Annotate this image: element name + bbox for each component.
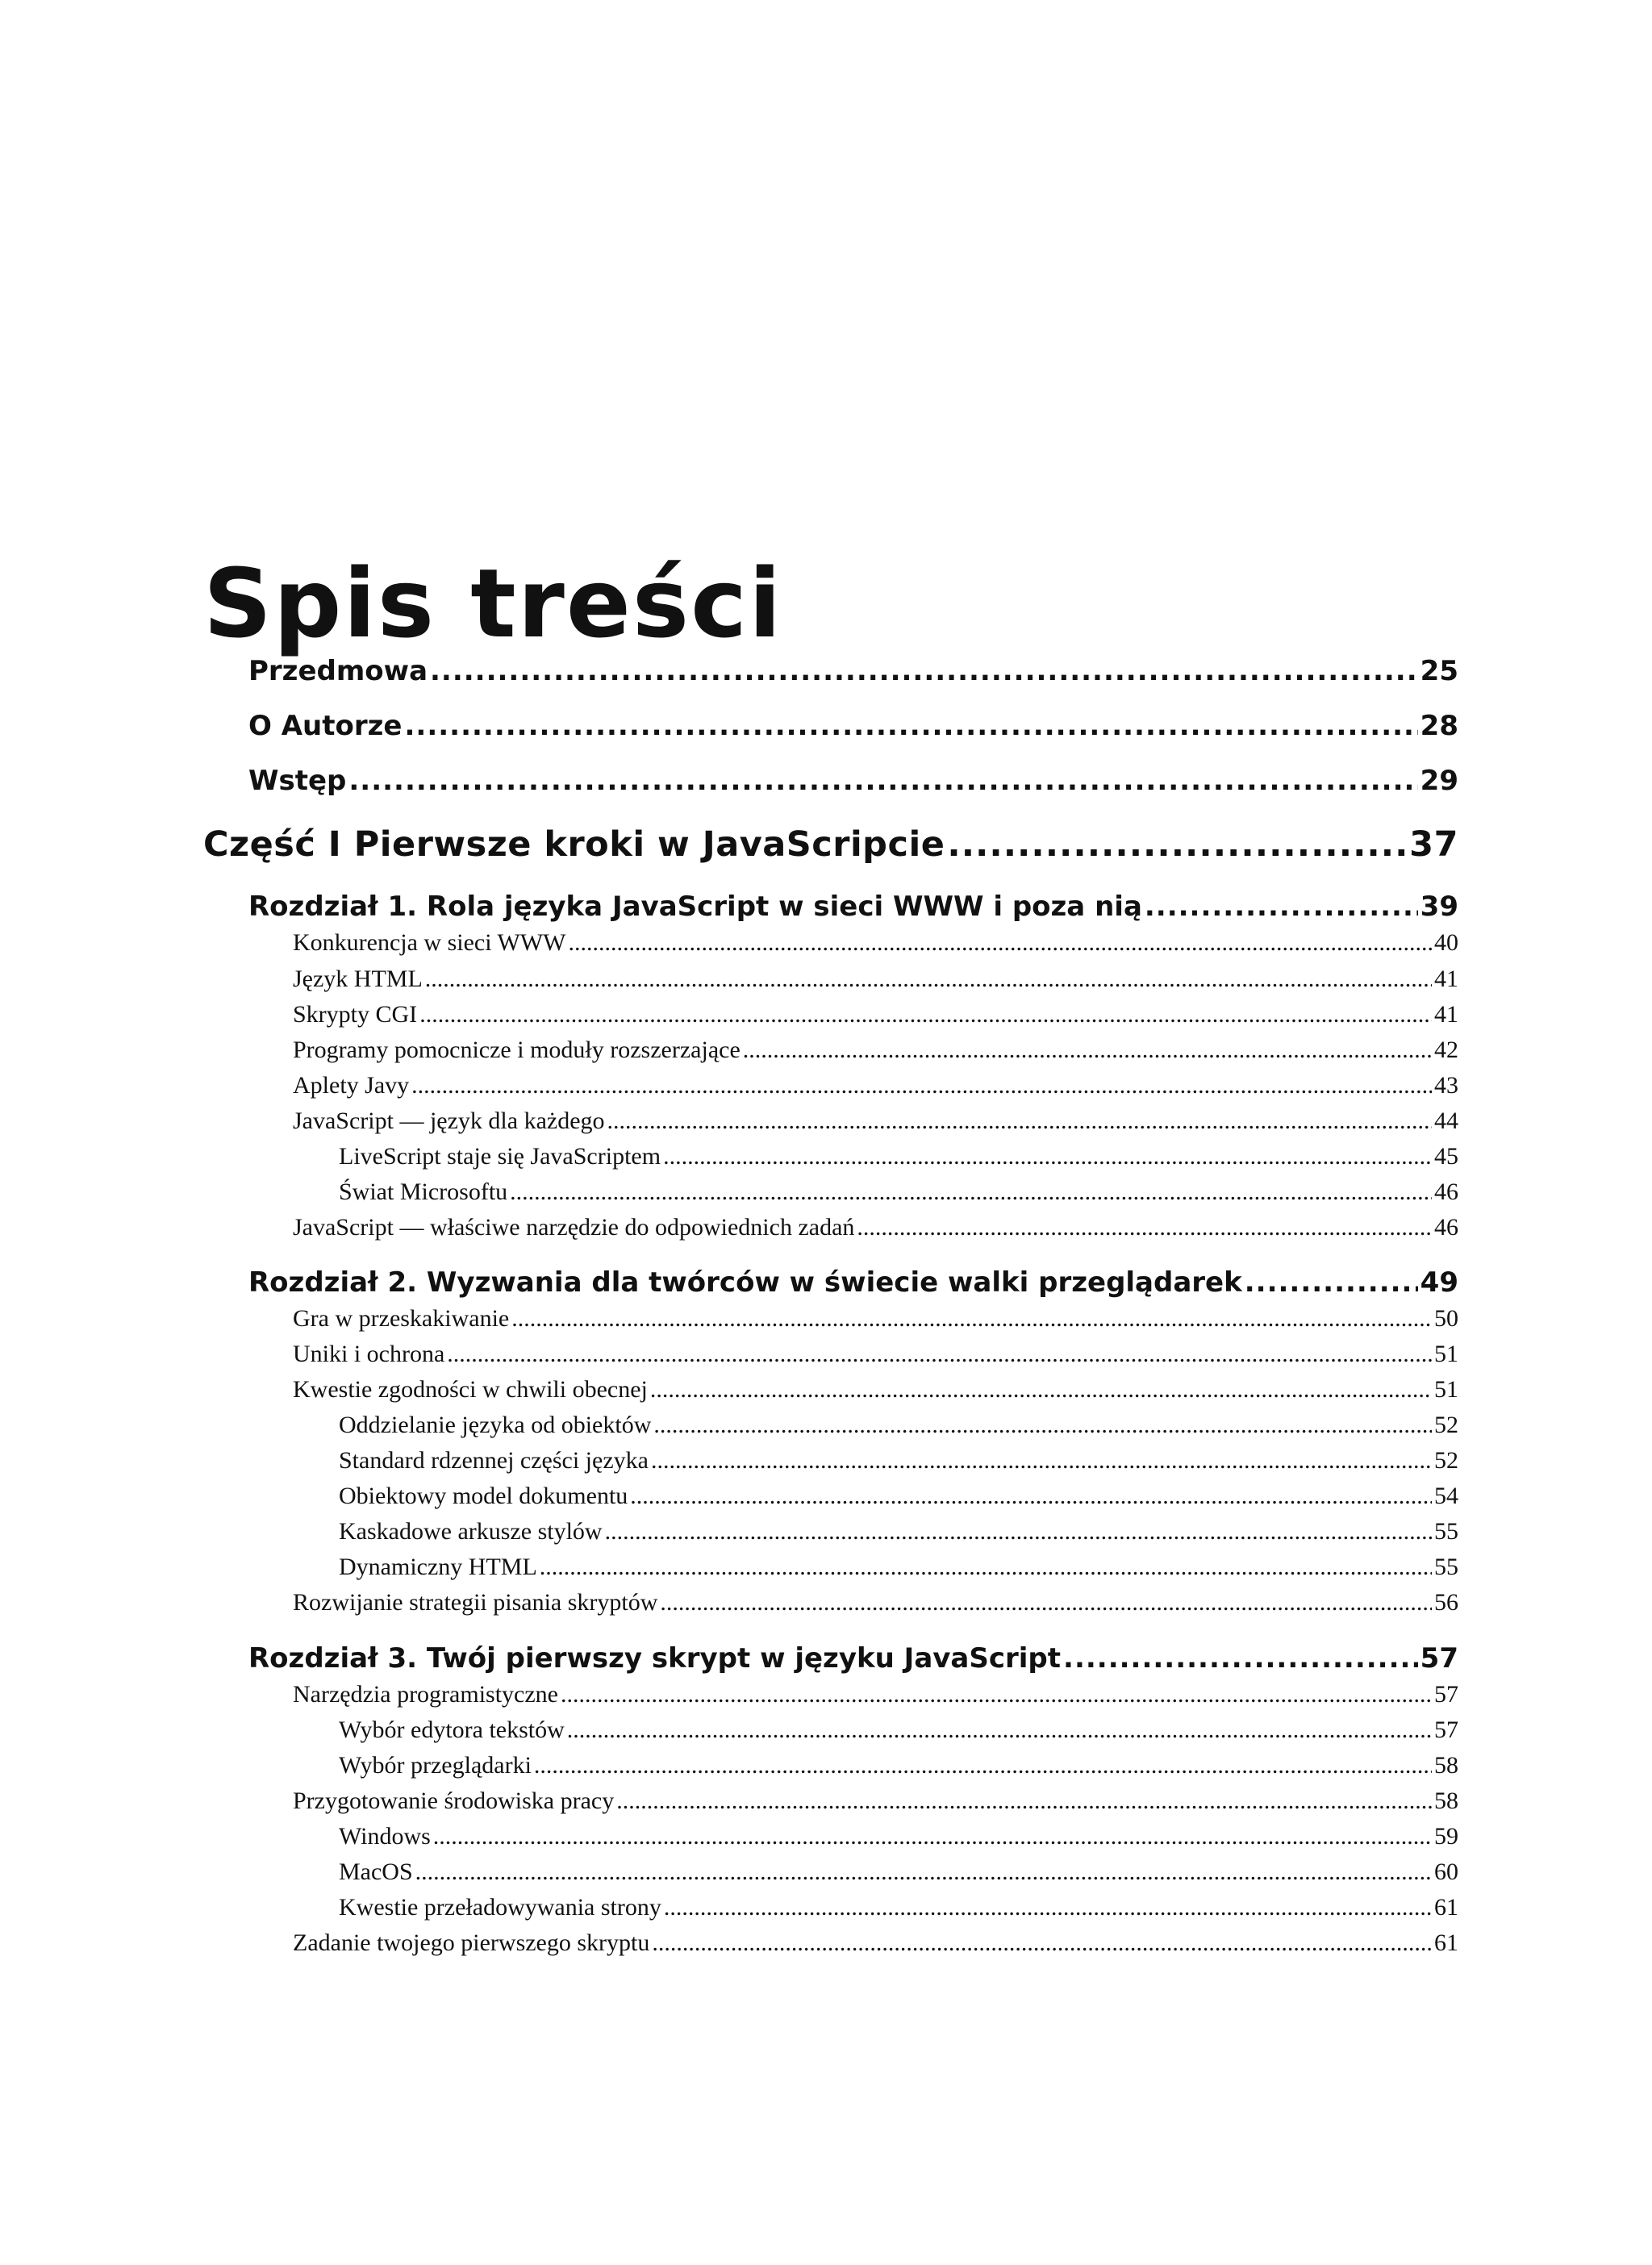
dot-leader	[415, 1858, 1432, 1886]
toc-entry-sub	[339, 1752, 1458, 1779]
toc-entry-section	[293, 1589, 1458, 1616]
toc-entry-page-number: 58	[1434, 1752, 1458, 1779]
dot-leader	[1245, 1266, 1418, 1299]
toc-entry-label: Dynamiczny HTML	[339, 1554, 537, 1580]
dot-leader	[348, 765, 1417, 797]
toc-entry-page-number: 39	[1420, 891, 1458, 923]
toc-entry-page-number: 61	[1434, 1929, 1458, 1956]
dot-leader	[447, 1341, 1432, 1368]
toc-entry-label: Kwestie przeładowywania strony	[339, 1894, 661, 1921]
toc-entry-part	[203, 824, 1458, 865]
toc-entry-label: Oddzielanie języka od obiektów	[339, 1412, 652, 1438]
dot-leader	[419, 1001, 1432, 1028]
dot-leader	[568, 929, 1432, 957]
dot-leader	[605, 1518, 1432, 1545]
page-title: Spis treści	[203, 548, 783, 660]
toc-entry-label: Wybór edytora tekstów	[339, 1716, 565, 1743]
toc-entry-label: Gra w przeskakiwanie	[293, 1305, 510, 1332]
toc-entry-label: Rozdział 1. Rola języka JavaScript w sieci WWW i poza nią	[248, 891, 1142, 923]
toc-entry-label: MacOS	[339, 1858, 413, 1885]
dot-leader	[510, 1178, 1432, 1206]
toc-entry-label: Rozdział 3. Twój pierwszy skrypt w języku JavaScript	[248, 1642, 1062, 1675]
toc-entry-page-number: 51	[1434, 1376, 1458, 1403]
dot-leader	[411, 1072, 1432, 1099]
toc-entry-section	[293, 1376, 1458, 1404]
toc-entry-page-number: 57	[1434, 1681, 1458, 1708]
toc-entry-page-number: 43	[1434, 1072, 1458, 1099]
toc-entry-label: Obiektowy model dokumentu	[339, 1483, 628, 1509]
toc-entry-sub	[339, 1178, 1458, 1206]
dot-leader	[567, 1716, 1432, 1744]
toc-entry-page-number: 59	[1434, 1823, 1458, 1850]
toc-entry-page-number: 45	[1434, 1143, 1458, 1170]
toc-entry-page-number: 37	[1409, 824, 1458, 865]
dot-leader	[743, 1037, 1432, 1064]
toc-entry-sub	[339, 1554, 1458, 1581]
toc-entry-page-number: 60	[1434, 1858, 1458, 1885]
dot-leader	[1145, 891, 1418, 923]
toc-entry-page-number: 44	[1434, 1107, 1458, 1134]
toc-entry-section	[293, 1929, 1458, 1957]
toc-entry-section	[293, 966, 1458, 993]
toc-entry-section	[293, 1037, 1458, 1064]
dot-leader	[651, 1447, 1432, 1475]
dot-leader	[947, 824, 1407, 865]
toc-entry-label: O Autorze	[248, 710, 403, 742]
toc-entry-label: Windows	[339, 1823, 431, 1850]
toc-entry-page-number: 61	[1434, 1894, 1458, 1921]
toc-entry-section	[293, 1107, 1458, 1135]
toc-entry-page-number: 55	[1434, 1518, 1458, 1545]
toc-entry-page-number: 46	[1434, 1214, 1458, 1241]
toc-entry-sub	[339, 1894, 1458, 1921]
toc-entry-label: Przedmowa	[248, 655, 428, 687]
toc-entry-label: Narzędzia programistyczne	[293, 1681, 558, 1708]
toc-entry-label: Konkurencja w sieci WWW	[293, 929, 566, 956]
toc-entry-label: Kwestie zgodności w chwili obecnej	[293, 1376, 648, 1403]
toc-entry-section	[293, 1214, 1458, 1241]
dot-leader	[616, 1787, 1432, 1815]
toc-entry-section	[293, 1305, 1458, 1333]
toc-entry-chapter	[248, 1642, 1458, 1675]
toc-entry-sub	[339, 1716, 1458, 1744]
dot-leader	[433, 1823, 1432, 1850]
toc-entry-page-number: 55	[1434, 1554, 1458, 1580]
toc-entry-page-number: 52	[1434, 1447, 1458, 1474]
toc-entry-label: Przygotowanie środowiska pracy	[293, 1787, 615, 1814]
toc-entry-page-number: 50	[1434, 1305, 1458, 1332]
toc-entry-section	[293, 1001, 1458, 1028]
toc-entry-sub	[339, 1483, 1458, 1510]
toc-entry-label: Rozwijanie strategii pisania skryptów	[293, 1589, 658, 1616]
toc-entry-section	[293, 1072, 1458, 1099]
toc-entry-page-number: 52	[1434, 1412, 1458, 1438]
toc-entry-front	[248, 710, 1458, 742]
toc-entry-label: Wybór przeglądarki	[339, 1752, 532, 1779]
toc-entry-sub	[339, 1412, 1458, 1439]
toc-entry-sub	[339, 1447, 1458, 1475]
toc-entry-label: Aplety Javy	[293, 1072, 410, 1099]
toc-entry-chapter	[248, 891, 1458, 923]
toc-entry-page-number: 40	[1434, 929, 1458, 956]
dot-leader	[425, 966, 1432, 993]
dot-leader	[534, 1752, 1432, 1779]
toc-entry-page-number: 54	[1434, 1483, 1458, 1509]
toc-entry-label: Rozdział 2. Wyzwania dla twórców w świecie walki przeglądarek	[248, 1266, 1242, 1299]
toc-entry-page-number: 57	[1434, 1716, 1458, 1743]
toc-entry-page-number: 28	[1420, 710, 1458, 742]
toc-entry-page-number: 51	[1434, 1341, 1458, 1367]
dot-leader	[653, 1412, 1432, 1439]
toc-entry-page-number: 41	[1434, 966, 1458, 992]
toc-entry-label: LiveScript staje się JavaScriptem	[339, 1143, 661, 1170]
toc-entry-sub	[339, 1858, 1458, 1886]
dot-leader	[660, 1589, 1432, 1616]
toc-entry-section	[293, 929, 1458, 957]
toc-entry-page-number: 42	[1434, 1037, 1458, 1063]
dot-leader	[405, 710, 1418, 742]
dot-leader	[630, 1483, 1432, 1510]
toc-entry-sub	[339, 1143, 1458, 1170]
dot-leader	[664, 1894, 1432, 1921]
dot-leader	[663, 1143, 1432, 1170]
toc-entry-label: JavaScript — język dla każdego	[293, 1107, 605, 1134]
dot-leader	[430, 655, 1418, 687]
toc-entry-section	[293, 1681, 1458, 1708]
toc-entry-page-number: 41	[1434, 1001, 1458, 1028]
toc-entry-label: Skrypty CGI	[293, 1001, 418, 1028]
dot-leader	[650, 1376, 1432, 1404]
toc-entry-label: Zadanie twojego pierwszego skryptu	[293, 1929, 650, 1956]
toc-entry-label: Wstęp	[248, 765, 347, 797]
dot-leader	[607, 1107, 1432, 1135]
dot-leader	[857, 1214, 1432, 1241]
dot-leader	[1063, 1642, 1418, 1675]
toc-entry-page-number: 46	[1434, 1178, 1458, 1205]
toc-entry-page-number: 25	[1420, 655, 1458, 687]
toc-entry-front	[248, 765, 1458, 797]
dot-leader	[540, 1554, 1432, 1581]
dot-leader	[511, 1305, 1432, 1333]
toc-entry-page-number: 49	[1420, 1266, 1458, 1299]
toc-entry-sub	[339, 1823, 1458, 1850]
dot-leader	[652, 1929, 1432, 1957]
toc-entry-page-number: 29	[1420, 765, 1458, 797]
toc-entry-label: Język HTML	[293, 966, 423, 992]
toc-entry-section	[293, 1341, 1458, 1368]
toc-entry-chapter	[248, 1266, 1458, 1299]
dot-leader	[561, 1681, 1432, 1708]
toc-entry-label: Część I Pierwsze kroki w JavaScripcie	[203, 824, 945, 865]
toc-entry-sub	[339, 1518, 1458, 1545]
toc-entry-page-number: 56	[1434, 1589, 1458, 1616]
toc-entry-section	[293, 1787, 1458, 1815]
toc-entry-label: Świat Microsoftu	[339, 1178, 508, 1205]
toc-entry-label: Programy pomocnicze i moduły rozszerzające	[293, 1037, 740, 1063]
toc-entry-front	[248, 655, 1458, 687]
toc-entry-page-number: 58	[1434, 1787, 1458, 1814]
toc-entry-page-number: 57	[1420, 1642, 1458, 1675]
toc-entry-label: Uniki i ochrona	[293, 1341, 445, 1367]
toc-entry-label: Kaskadowe arkusze stylów	[339, 1518, 603, 1545]
toc-entry-label: Standard rdzennej części języka	[339, 1447, 649, 1474]
toc-entry-label: JavaScript — właściwe narzędzie do odpowiednich zadań	[293, 1214, 855, 1241]
